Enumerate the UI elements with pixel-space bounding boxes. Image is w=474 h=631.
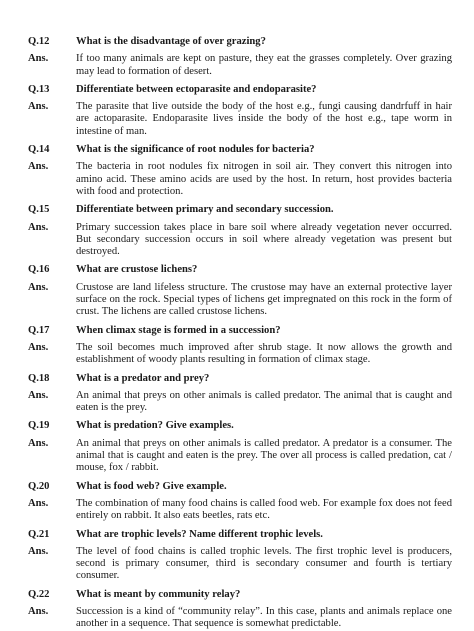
- question-text: What are crustose lichens?: [76, 264, 198, 276]
- question-text: What is meant by community relay?: [76, 588, 241, 600]
- answer-text: The bacteria in root nodules fix nitrogen in soil air. They convert this nitrogen into amino acid. These amino acids are used by the host. In return, host provides bacteria with food and protection.: [76, 161, 452, 197]
- qa-item-q15: [28, 204, 452, 258]
- question-text: What is predation? Give examples.: [76, 420, 234, 432]
- answer-label: Ans.: [28, 221, 49, 233]
- qa-item-q14: [28, 144, 452, 198]
- qa-item-q20: [28, 481, 452, 523]
- question-number: Q.12: [28, 36, 50, 47]
- answer-text: Succession is a kind of “community relay”. In this case, plants and animals replace one another in a sequence. That sequence is somewhat predictable.: [76, 605, 452, 630]
- answer-text: Crustose are land lifeless structure. The crustose may have an external protective layer surface on the rock. Special types of lichens get impregnated on this rock in the form of crust. The lichens are called crustose lichens.: [76, 281, 452, 318]
- question-text: What is a predator and prey?: [76, 372, 210, 384]
- answer-text: The level of food chains is called trophic levels. The first trophic level is producers, second is primary consumer, third is secondary consumer and fourth is tertiary consumer.: [76, 545, 452, 582]
- qa-item-q12: [28, 36, 452, 78]
- question-number: Q.15: [28, 204, 50, 216]
- qa-item-q17: [28, 325, 452, 367]
- answer-text: The soil becomes much improved after shrub stage. It now allows the growth and establishment of woody plants resulting in formation of climax stage.: [76, 341, 452, 366]
- qa-item-q18: [28, 373, 452, 415]
- answer-text: An animal that preys on other animals is called predator. A predator is a consumer. The animal that is caught and eaten is the prey. The over all process is called predation, cat / mouse, fox / rabbit.: [76, 437, 452, 474]
- question-text: What is the significance of root nodules for bacteria?: [76, 144, 315, 156]
- question-number: Q.21: [28, 528, 50, 540]
- qa-item-q22: [28, 589, 452, 631]
- answer-text: An animal that preys on other animals is called predator. The animal that is caught and eaten is the prey.: [76, 389, 452, 414]
- answer-label: Ans.: [28, 605, 49, 617]
- answer-label: Ans.: [28, 53, 49, 65]
- question-number: Q.13: [28, 83, 50, 95]
- question-number: Q.16: [28, 264, 50, 276]
- question-number: Q.19: [28, 420, 50, 432]
- question-text: Differentiate between ectoparasite and endoparasite?: [76, 83, 317, 95]
- question-text: Differentiate between primary and secondary succession.: [76, 204, 334, 216]
- answer-label: Ans.: [28, 437, 49, 449]
- answer-label: Ans.: [28, 101, 49, 113]
- answer-text: The parasite that live outside the body of the host e.g., fungi causing dandrfuff in hair are actoparasite. Endoparasite lives inside the body of the host e.g., tape worm in intestine of man.: [76, 101, 452, 137]
- qa-item-q19: [28, 420, 452, 474]
- question-number: Q.20: [28, 480, 50, 492]
- answer-text: Primary succession takes place in bare soil where already vegetation never occurred. But secondary succession occurs in soil where already vegetation was present but destroyed.: [76, 221, 452, 258]
- question-text: What are trophic levels? Name different trophic levels.: [76, 528, 323, 540]
- question-number: Q.18: [28, 372, 50, 384]
- qa-item-q21: [28, 529, 452, 583]
- answer-label: Ans.: [28, 497, 49, 509]
- question-text: What is food web? Give example.: [76, 480, 227, 492]
- answer-label: Ans.: [28, 341, 49, 353]
- answer-label: Ans.: [28, 389, 49, 401]
- answer-text: The combination of many food chains is called food web. For example fox does not feed entirely on rabbit. It also eats beetles, rats etc.: [76, 497, 452, 522]
- answer-text: If too many animals are kept on pasture, they eat the grasses completely. Over grazing may lead to formation of desert.: [76, 53, 452, 77]
- answer-label: Ans.: [28, 545, 49, 557]
- qa-item-q16: [28, 264, 452, 318]
- question-number: Q.17: [28, 324, 50, 336]
- question-text: When climax stage is formed in a succession?: [76, 324, 281, 336]
- question-text: What is the disadvantage of over grazing?: [76, 36, 266, 47]
- question-number: Q.22: [28, 588, 50, 600]
- answer-label: Ans.: [28, 281, 49, 293]
- answer-label: Ans.: [28, 161, 49, 173]
- qa-item-q13: [28, 84, 452, 138]
- question-number: Q.14: [28, 144, 50, 156]
